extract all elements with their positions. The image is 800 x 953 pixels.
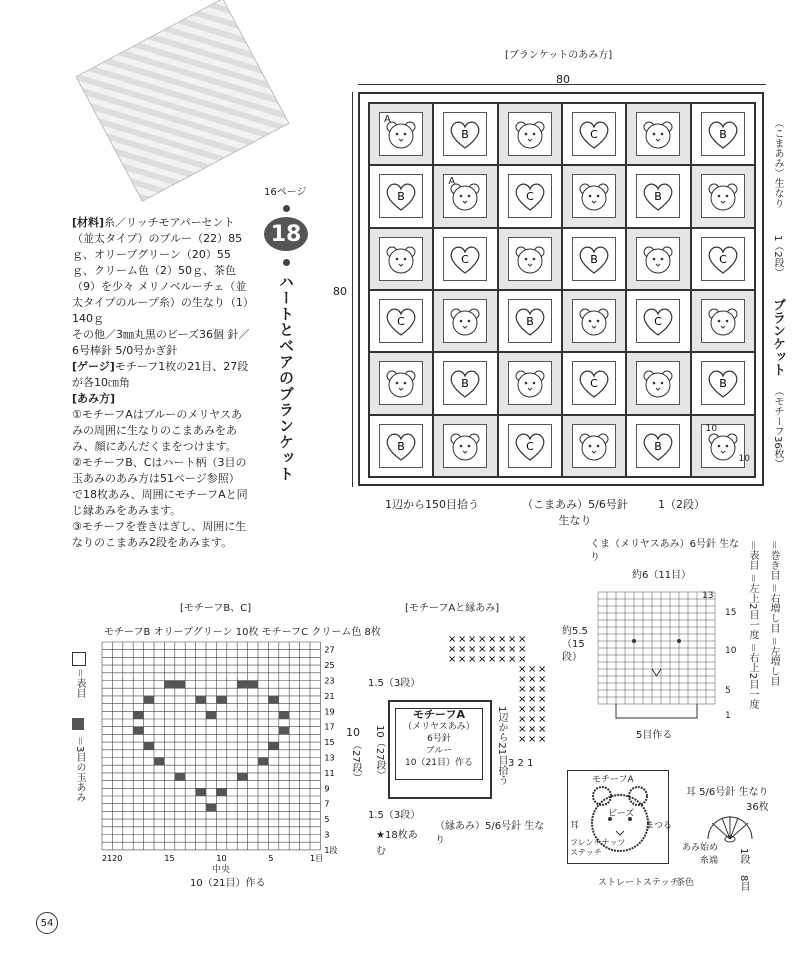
heart-icon	[512, 180, 548, 212]
svg-text:B: B	[654, 439, 663, 453]
heart-icon	[640, 305, 676, 337]
motif-c-count: 8枚	[364, 627, 381, 638]
heart-icon	[705, 118, 741, 150]
svg-text:×: ×	[528, 714, 537, 725]
legend-right-l5: ＝右上2目一度	[747, 642, 758, 710]
bear-icon	[705, 180, 741, 212]
motif-bc-heading: [モチーフB、C]	[180, 603, 252, 614]
heart-icon	[447, 367, 483, 399]
tile-a-label: A	[448, 176, 456, 188]
bear-chart-cast: 5目作る	[636, 730, 673, 741]
legend-knit-box	[72, 652, 86, 666]
motif-c-label: モチーフC	[261, 627, 309, 638]
gauge-text: モチーフ1枚の21目、27段が各10㎝角	[72, 360, 249, 389]
svg-text:×: ×	[458, 654, 467, 665]
svg-text:C: C	[525, 439, 534, 453]
materials-other: その他／3㎜丸黒のビーズ36個 針／6号棒針 5/0号かぎ針	[72, 328, 250, 357]
tile-heart	[691, 352, 755, 414]
page-number: 54	[36, 912, 58, 934]
svg-text:×: ×	[478, 634, 487, 645]
blanket-height: 80	[333, 285, 347, 298]
heart-icon	[576, 118, 612, 150]
bear-icon	[640, 243, 676, 275]
bear-icon	[705, 305, 741, 337]
row-tick: 5	[324, 815, 330, 825]
svg-text:×: ×	[458, 644, 467, 655]
svg-text:×: ×	[448, 644, 457, 655]
bear-face-straight: ストレートステッチ	[598, 878, 679, 888]
legend-right-l3: ＝右増し目	[768, 583, 779, 634]
legend-knit: ＝表目	[74, 668, 85, 698]
svg-text:×: ×	[478, 654, 487, 665]
width-line	[358, 84, 766, 85]
corner-10-right: 10	[738, 453, 750, 464]
bear-icon	[705, 430, 741, 462]
tile-bear	[626, 352, 690, 414]
motif-c-color: クリーム色	[311, 627, 362, 638]
legend-bobble-box	[72, 718, 84, 730]
heart-icon	[576, 243, 612, 275]
bear-icon	[447, 305, 483, 337]
blanket-tile-grid	[368, 102, 756, 478]
row-tick: 15	[324, 738, 335, 748]
tile-heart	[562, 228, 626, 290]
dot-bottom	[283, 259, 290, 266]
svg-text:C: C	[718, 252, 727, 266]
bear-face-french: フレンチナッツステッチ	[570, 838, 626, 857]
svg-text:×: ×	[538, 714, 547, 725]
svg-text:×: ×	[448, 654, 457, 665]
svg-text:×: ×	[518, 704, 527, 715]
heart-icon	[383, 430, 419, 462]
svg-text:C: C	[525, 190, 534, 204]
svg-text:×: ×	[538, 674, 547, 685]
blanket-label-count: （モチーフ36枚）	[772, 386, 783, 469]
motif-a-box	[395, 708, 483, 780]
method-heading: [あみ方]	[72, 392, 116, 405]
bear-icon	[640, 367, 676, 399]
svg-text:B: B	[461, 377, 470, 391]
bear-icon	[576, 430, 612, 462]
bear-icon	[383, 243, 419, 275]
bear-icon	[576, 180, 612, 212]
legend-right-l6: ＝左増し目	[768, 636, 779, 687]
svg-text:×: ×	[488, 634, 497, 645]
tile-heart	[691, 103, 755, 165]
svg-text:×: ×	[468, 654, 477, 665]
blanket-outline	[358, 92, 764, 486]
ear-start: あみ始め	[682, 843, 719, 853]
svg-text:×: ×	[528, 724, 537, 735]
bear-icon	[576, 305, 612, 337]
bear-icon	[512, 367, 548, 399]
legend-bobble: ＝3目の玉あみ	[74, 736, 85, 803]
tile-bear	[498, 103, 562, 165]
svg-text:×: ×	[468, 634, 477, 645]
svg-text:×: ×	[468, 644, 477, 655]
tile-heart	[498, 165, 562, 227]
legend-right-l4: ＝左上2目一度	[747, 573, 758, 640]
motif-b-color: オリーブグリーン	[153, 627, 233, 638]
tile-bear	[626, 103, 690, 165]
heart-icon	[705, 243, 741, 275]
svg-text:×: ×	[538, 724, 547, 735]
svg-text:B: B	[461, 128, 470, 142]
row-tick: 3	[324, 830, 330, 840]
motif-a-cast: 10（21目）作る	[405, 758, 473, 768]
svg-text:C: C	[590, 128, 598, 142]
svg-text:C: C	[590, 377, 598, 391]
tile-bear	[562, 165, 626, 227]
bear-face-brown: 茶色	[676, 878, 695, 888]
tile-heart	[369, 165, 433, 227]
motif-bc-center: 中央	[212, 865, 231, 875]
tile-heart	[498, 415, 562, 477]
legend-right-col2	[766, 540, 781, 686]
blanket-label-kc: （こまあみ）生なり	[772, 118, 783, 208]
tile-bear	[626, 228, 690, 290]
materials-text: 糸／リッチモアパーセント（並太タイプ）のブルー（22）85ｇ、オリーブグリーン（20）55ｇ、クリーム色（2）50ｇ、茶色（9）を少々 メリノベルーチェ（並太タイプのループ糸）の生なり（1）140ｇ	[72, 216, 249, 325]
bear-icon	[512, 118, 548, 150]
tile-heart	[626, 165, 690, 227]
svg-text:B: B	[654, 190, 663, 204]
blanket-label-bottom-kc: （こまあみ）5/6号針 生なり	[522, 498, 628, 527]
corner-10-top: 10	[705, 423, 718, 434]
row-tick: 7	[324, 799, 330, 809]
motif-a-count: ★18枚あむ	[376, 830, 418, 857]
tile-bear	[433, 290, 497, 352]
motif-a-bottom: 1.5（3段）	[368, 810, 421, 821]
materials-heading: [材料]	[72, 216, 105, 229]
bear-n15: 15	[725, 608, 737, 618]
svg-text:C: C	[397, 315, 405, 329]
bear-face-title: モチーフA	[592, 775, 634, 785]
motif-a-mid: 10（27段）	[374, 725, 385, 781]
svg-text:B: B	[397, 439, 405, 453]
motif-bc-labels	[104, 625, 381, 641]
bear-icon	[383, 367, 419, 399]
svg-text:×: ×	[498, 654, 507, 665]
tile-heart	[562, 352, 626, 414]
svg-text:×: ×	[528, 684, 537, 695]
heart-icon	[705, 367, 741, 399]
svg-text:×: ×	[518, 724, 527, 735]
heart-icon	[447, 118, 483, 150]
ear-stitches: 8目	[738, 875, 749, 892]
tile-heart	[498, 290, 562, 352]
row-tick: 9	[324, 784, 330, 794]
tile-bear	[433, 165, 497, 227]
svg-text:×: ×	[528, 694, 537, 705]
tile-bear	[369, 103, 433, 165]
svg-text:×: ×	[498, 634, 507, 645]
tile-bear	[433, 415, 497, 477]
legend-right-l1: ＝表目	[747, 540, 758, 570]
motif-bc-right-a: 10	[346, 726, 360, 739]
svg-text:×: ×	[488, 654, 497, 665]
svg-text:×: ×	[518, 664, 527, 675]
svg-text:×: ×	[538, 684, 547, 695]
col-tick: 15	[164, 853, 175, 863]
svg-text:×: ×	[528, 664, 537, 675]
materials-block	[72, 215, 250, 551]
tile-a-label: A	[384, 114, 391, 125]
heart-icon	[640, 430, 676, 462]
ear-title: 耳 5/6号針 生なり	[686, 787, 769, 798]
blanket-label-pick: 1辺から150目拾う	[385, 498, 479, 511]
svg-text:×: ×	[518, 714, 527, 725]
height-line	[352, 92, 353, 487]
method-step-1: ①モチーフAはブルーのメリヤスあみの周囲に生なりのこまあみをあみ、顔にあんだくまをつけます。	[72, 408, 242, 453]
row-tick: 25	[324, 661, 335, 671]
svg-text:×: ×	[538, 694, 547, 705]
svg-text:×: ×	[518, 654, 527, 665]
ear-start2: 糸端	[700, 856, 719, 866]
svg-text:×: ×	[528, 674, 537, 685]
row-tick: 1段	[324, 845, 338, 855]
svg-text:×: ×	[478, 644, 487, 655]
method-step-3: ③モチーフを巻きはぎし、周囲に生なりのこまあみ2段をあみます。	[72, 520, 247, 549]
svg-text:×: ×	[518, 694, 527, 705]
svg-text:×: ×	[518, 734, 527, 745]
page-title: ハートとベアのブランケット	[277, 274, 295, 482]
svg-text:B: B	[590, 252, 598, 266]
tile-heart	[369, 415, 433, 477]
tile-heart	[626, 290, 690, 352]
pattern-number: 18	[264, 217, 308, 251]
method-step-2: ②モチーフB、Cはハート柄（3目の玉あみのあみ方は51ページ参照）で18枚あみ、周囲にモチーフAと同じ縁あみをあみます。	[72, 456, 248, 517]
motif-a-title: モチーフA	[413, 708, 465, 721]
bear-n10: 10	[725, 646, 737, 656]
row-tick: 21	[324, 691, 335, 701]
heart-icon	[383, 305, 419, 337]
svg-text:×: ×	[518, 674, 527, 685]
row-tick: 13	[324, 753, 335, 763]
motif-a-edge: （縁あみ）5/6号針 生なり	[435, 821, 545, 846]
row-tick: 23	[324, 676, 335, 686]
bear-face-sew: まつる	[645, 821, 673, 831]
motif-a-nums: 3 2 1	[508, 758, 534, 769]
svg-text:×: ×	[498, 644, 507, 655]
svg-text:×: ×	[528, 704, 537, 715]
svg-text:×: ×	[538, 704, 547, 715]
tile-bear	[369, 352, 433, 414]
svg-text:C: C	[461, 252, 470, 266]
col-tick: 1目	[310, 853, 324, 863]
tile-heart	[433, 228, 497, 290]
svg-text:×: ×	[518, 634, 527, 645]
tile-bear	[562, 415, 626, 477]
svg-text:×: ×	[518, 644, 527, 655]
bear-icon	[512, 243, 548, 275]
bear-icon	[447, 430, 483, 462]
motif-b-label: モチーフB	[104, 627, 151, 638]
blanket-width: 80	[556, 73, 570, 86]
row-tick: 17	[324, 722, 335, 732]
motif-a-pick: 1辺から21目拾う	[496, 706, 507, 786]
motif-a-top: 1.5（3段）	[368, 678, 421, 689]
svg-text:×: ×	[508, 654, 517, 665]
col-tick: 10	[216, 853, 227, 863]
svg-text:×: ×	[528, 734, 537, 745]
blanket-label-name: ブランケット	[770, 298, 785, 376]
tile-heart	[369, 290, 433, 352]
bear-chart-title: くま（メリヤスあみ）6号針 生なり	[590, 539, 740, 563]
motif-b-count: 10枚	[235, 627, 259, 638]
svg-text:×: ×	[508, 634, 517, 645]
heart-icon	[576, 367, 612, 399]
heart-icon	[640, 180, 676, 212]
motif-bc-right-b: （27段）	[350, 740, 361, 783]
tile-bear	[562, 290, 626, 352]
motif-bc-width: 10（21目）作る	[190, 878, 266, 889]
tile-bear	[369, 228, 433, 290]
tile-bear	[691, 165, 755, 227]
heart-icon	[447, 243, 483, 275]
tile-bear	[691, 290, 755, 352]
heart-icon	[512, 305, 548, 337]
legend-right-col1	[745, 540, 760, 709]
legend-right-l2: ＝巻き目	[768, 540, 779, 580]
bear-face-ear: 耳	[570, 821, 580, 831]
row-tick: 19	[324, 707, 335, 717]
bear-icon	[640, 118, 676, 150]
tile-heart	[562, 103, 626, 165]
motif-a-sub: （メリヤスあみ）	[403, 722, 475, 732]
motif-bc-chart	[100, 640, 340, 865]
bear-chart-grid	[594, 588, 722, 723]
row-tick: 11	[324, 768, 335, 778]
bear-n1: 1	[725, 711, 731, 721]
ref-page: 16ページ	[264, 187, 307, 198]
blanket-label-bottom-rows: 1（2段）	[658, 498, 705, 511]
tile-bear	[498, 352, 562, 414]
dot-top	[283, 205, 290, 212]
svg-text:B: B	[526, 315, 534, 329]
bear-face-beads: ビーズ	[608, 809, 635, 819]
col-tick: 2120	[102, 853, 123, 863]
blanket-photo	[77, 0, 288, 201]
motif-a-heading: [モチーフAと縁あみ]	[405, 603, 500, 614]
svg-text:×: ×	[538, 664, 547, 675]
bear-chart-width: 約6（11目）	[632, 570, 692, 581]
col-tick: 5	[268, 853, 274, 863]
row-tick: 27	[324, 645, 335, 655]
motif-a-needle: 6号針	[427, 734, 451, 744]
tile-bear	[498, 228, 562, 290]
svg-text:C: C	[654, 315, 663, 329]
bear-n13: 13	[702, 591, 714, 601]
svg-text:×: ×	[458, 634, 467, 645]
svg-text:B: B	[397, 190, 405, 204]
tile-heart	[433, 103, 497, 165]
svg-text:×: ×	[448, 634, 457, 645]
ear-diagram	[700, 805, 760, 845]
heart-icon	[512, 430, 548, 462]
gauge-heading: [ゲージ]	[72, 360, 115, 373]
svg-text:×: ×	[508, 644, 517, 655]
svg-text:B: B	[719, 377, 727, 391]
tile-heart	[433, 352, 497, 414]
blanket-label-rows: 1（2段）	[772, 235, 783, 278]
motif-a-color: ブルー	[425, 746, 453, 756]
bear-n5: 5	[725, 686, 731, 696]
tile-heart	[691, 228, 755, 290]
ear-count: 36枚	[746, 802, 769, 813]
bear-chart-height: 約5.5（15段）	[562, 626, 588, 663]
svg-text:×: ×	[488, 644, 497, 655]
heart-icon	[383, 180, 419, 212]
blanket-heading: [ブランケットのあみ方]	[505, 50, 613, 61]
tile-heart	[626, 415, 690, 477]
svg-text:×: ×	[518, 684, 527, 695]
ear-rows: 1段	[738, 848, 749, 865]
svg-text:B: B	[719, 128, 727, 142]
svg-text:×: ×	[538, 734, 547, 745]
tile-bear	[691, 415, 755, 477]
